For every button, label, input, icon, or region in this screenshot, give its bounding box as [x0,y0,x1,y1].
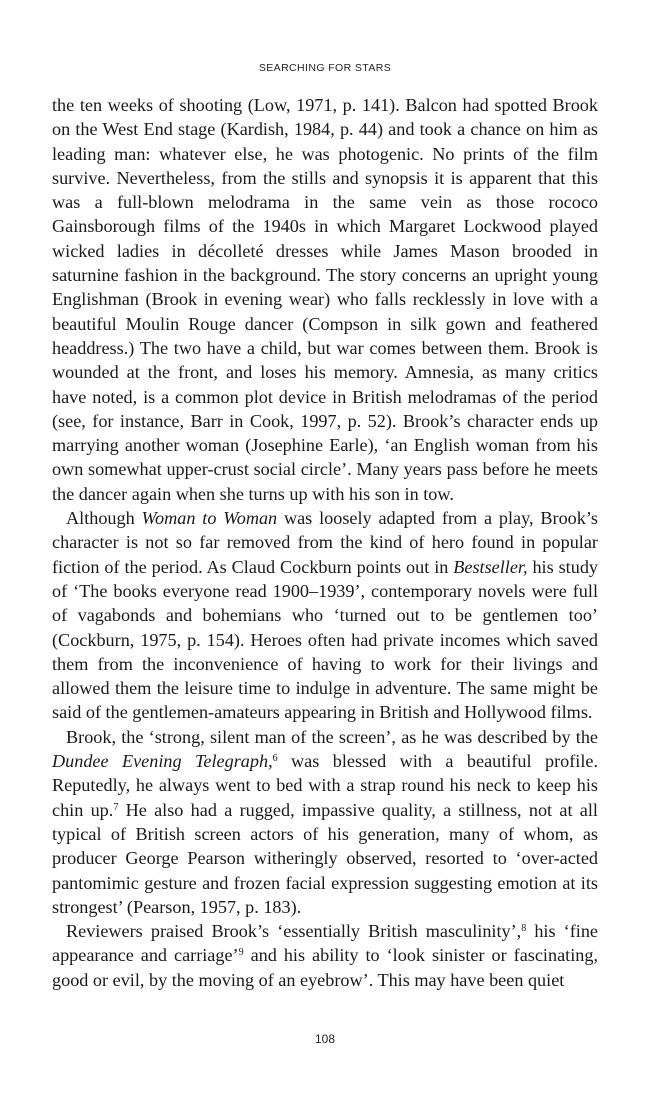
paragraph-4-text: his ‘fine appearance and carriage’ [52,921,599,966]
paragraph-2 [52,506,598,725]
paragraph-2-text-continued: his study of ‘The books everyone read 1900–1939’, contemporary novels were full of vagabonds and bohemians who ‘turned out to be gentlemen too’ (Cockburn, 1975, p. 154). Heroes often had private incomes which saved them from the inconvenience of having to work for their livings and allowed them the leisure time to indulge in adventure. The same might be said of the gentlemen-amateurs appearing in British and Hollywood films. [52,556,599,723]
paragraph-1 [52,93,598,506]
paragraph-3-text-continued: He also had a rugged, impassive quality, a stillness, not at all typical of British screen actors of his generation, many of whom, as producer George Pearson witheringly observed, resorted to ‘over-acted pantomimic gesture and frozen facial expression suggesting emotion at its strongest’ (Pearson, 1957, p. 183). [52,799,598,917]
paragraph-2-text: was loosely adapted from a play, Brook’s character is not so far removed from the kind of hero found in popular fiction of the period. As Claud Cockburn points out in [52,508,599,577]
running-head: SEARCHING FOR STARS [258,62,392,74]
page-number: 108 [314,1032,336,1046]
footnote-marker-9: 9 [238,947,244,959]
paragraph-4-lead: Reviewers praised Brook’s ‘essentially British masculinity’, [66,921,522,942]
paragraph-4-text-continued: and his ability to ‘look sinister or fascinating, good or evil, by the moving of an eyebrow’. This may have been quiet [52,945,598,990]
book-title-bestseller: Bestseller, [453,556,528,577]
paragraph-1-text: the ten weeks of shooting (Low, 1971, p. 141). Balcon had spotted Brook on the West End stage (Kardish, 1984, p. 44) and took a chance on him as leading man: whatever else, he was photogenic. No prints of the film survive. Nevertheless, from the stills and synopsis it is apparent that this was a full-blown melodrama in the same vein as those rococo Gainsborough films of the 1940s in which Margaret Lockwood played wicked ladies in décolleté dresses while James Mason brooded in saturnine fashion in the background. The story concerns an upright young Englishman (Brook in evening wear) who falls recklessly in love with a beautiful Moulin Rouge dancer (Compson in silk gown and feathered headdress.) The two have a child, but war comes between them. Brook is wounded at the front, and loses his memory. Amnesia, as many critics have noted, is a common plot device in British melodramas of the period (see, for instance, Barr in Cook, 1997, p. 52). Brook’s character ends up marrying another woman (Josephine Earle), ‘an English woman from his own somewhat upper-crust social circle’. Many years pass before he meets the dancer again when she turns up with his son in tow. [52,95,598,504]
footnote-marker-7: 7 [113,801,119,813]
paragraph-3-text: was blessed with a beautiful profile. Reputedly, he always went to bed with a strap round his neck to keep his chin up. [52,751,598,820]
paragraph-4 [52,919,598,992]
footnote-marker-8: 8 [521,923,527,935]
newspaper-title-dundee-evening-telegraph: Dundee Evening Telegraph, [52,751,273,772]
footnote-marker-6: 6 [272,753,278,765]
film-title-woman-to-woman: Woman to Woman [141,508,278,529]
paragraph-3 [52,725,598,919]
paragraph-3-lead: Brook, the ‘strong, silent man of the screen’, as he was described by the [66,726,598,747]
body-text [52,93,598,992]
paragraph-2-lead: Although [66,508,142,529]
